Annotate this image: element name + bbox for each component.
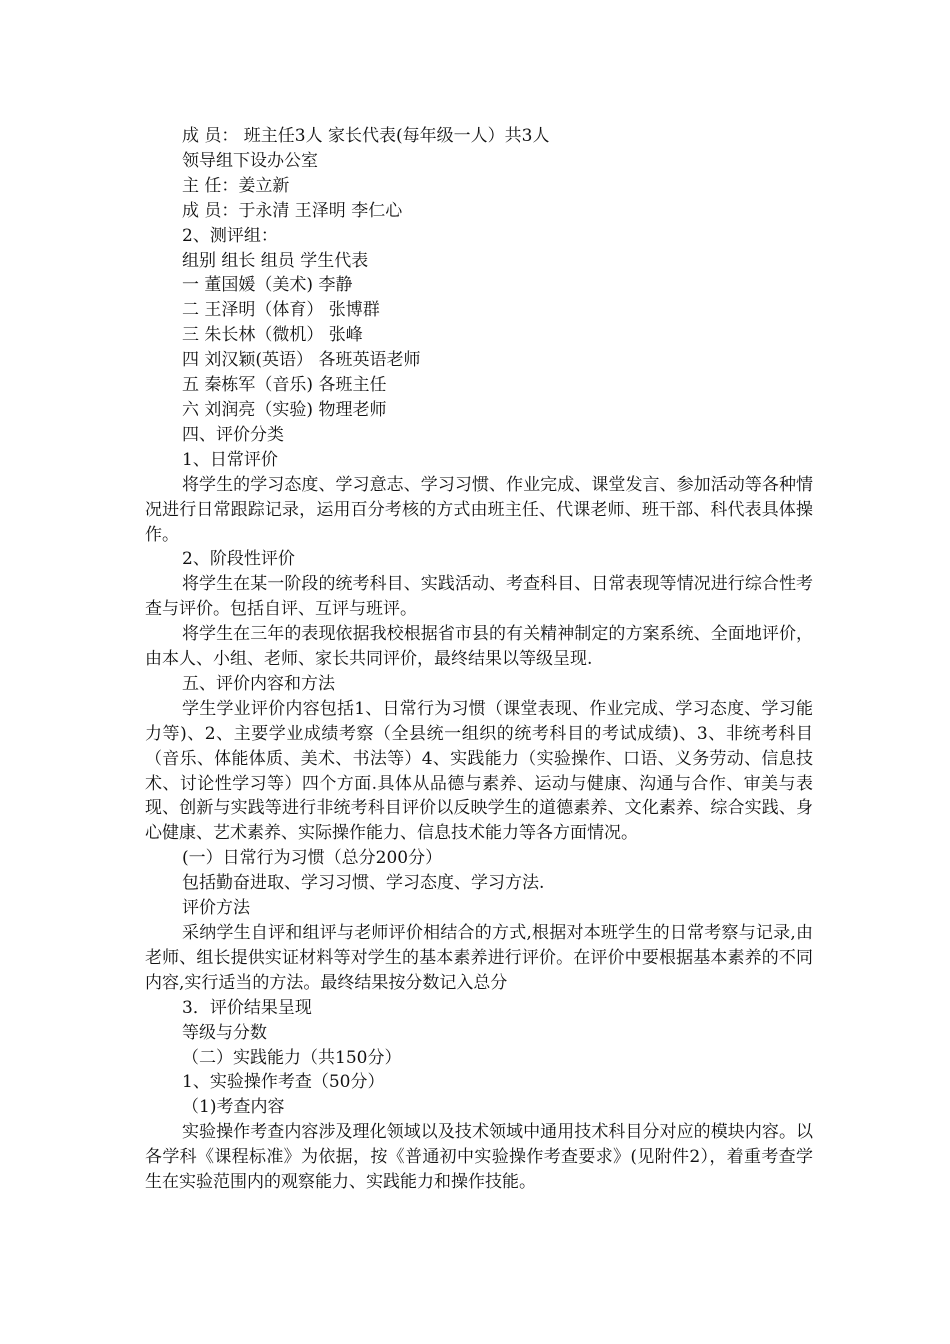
subsection-heading-practice: （二）实践能力（共150分） — [182, 1047, 402, 1068]
document-page — [145, 124, 813, 1195]
subsection-heading-exam-content: （1)考查内容 — [182, 1097, 285, 1118]
subsection-heading-method: 评价方法 — [182, 898, 250, 919]
subsection-heading-experiment: 1、实验操作考查（50分） — [182, 1072, 385, 1093]
group-row: 一 董国媛（美术) 李静 — [182, 275, 353, 296]
paragraph-content-method: 学生学业评价内容包括1、日常行为习惯（课堂表现、作业完成、学习态度、学习能力等)、2、主要学业成绩考察（全县统一组织的统考科目的考试成绩)、3、非统考科目（音乐、体能体质、美术、书法等）4、实践能力（实验操作、口语、义务劳动、信息技术、讨论性学习等）四个方面.具体从品德与素养、运动与健康、沟通与合作、审美与表现、创新与实践等进行非统考科目评价以反映学生的道德素养、文化素养、综合实践、身心健康、艺术素养、实际操作能力、信息技术能力等各方面情况。 — [145, 698, 813, 844]
group-table-header: 组别 组长 组员 学生代表 — [182, 250, 369, 271]
office-members-line: 成 员：于永清 王泽明 李仁心 — [182, 200, 403, 221]
group-row: 五 秦栋军（音乐) 各班主任 — [182, 375, 387, 396]
subsection-heading-daily: 1、日常评价 — [182, 449, 278, 470]
paragraph-method: 采纳学生自评和组评与老师评价相结合的方式,根据对本班学生的日常考察与记录,由老师、组长提供实证材料等对学生的基本素养进行评价。在评价中要根据基本素养的不同内容,实行适当的方法。最终结果按分数记入总分 — [145, 923, 813, 993]
grade-score-line: 等级与分数 — [182, 1022, 267, 1043]
behavior-items-line: 包括勤奋进取、学习习惯、学习态度、学习方法. — [182, 873, 545, 894]
office-director-line: 主 任：姜立新 — [182, 175, 290, 196]
group-row: 六 刘润亮（实验) 物理老师 — [182, 399, 387, 420]
paragraph-daily-evaluation: 将学生的学习态度、学习意志、学习习惯、作业完成、课堂发言、参加活动等各种情况进行日常跟踪记录，运用百分考核的方式由班主任、代课老师、班干部、科代表具体操作。 — [145, 474, 813, 545]
section-heading-evaluation-group: 2、测评组： — [182, 225, 278, 246]
subsection-heading-behavior: (一）日常行为习惯（总分200分） — [182, 848, 443, 869]
group-row: 四 刘汉颖(英语） 各班英语老师 — [182, 350, 421, 371]
subsection-heading-results: 3．评价结果呈现 — [182, 997, 312, 1018]
leadership-members-line: 成 员： 班主任3人 家长代表(每年级一人）共3人 — [182, 126, 550, 146]
paragraph-stage-evaluation: 将学生在某一阶段的统考科目、实践活动、考查科目、日常表现等情况进行综合性考查与评价。包括自评、互评与班评。 — [145, 574, 813, 620]
office-heading: 领导组下设办公室 — [182, 150, 318, 171]
group-row: 三 朱长林（微机） 张峰 — [182, 325, 363, 346]
paragraph-experiment-content: 实验操作考查内容涉及理化领域以及技术领域中通用技术科目分对应的模块内容。以各学科《课程标准》为依据，按《普通初中实验操作考查要求》(见附件2），着重考查学生在实验范围内的观察能力、实践能力和操作技能。 — [145, 1122, 813, 1193]
subsection-heading-stage: 2、阶段性评价 — [182, 549, 295, 570]
group-row: 二 王泽明（体育） 张博群 — [182, 300, 380, 321]
section-heading-classification: 四、评价分类 — [182, 424, 284, 445]
paragraph-three-year-evaluation: 将学生在三年的表现依据我校根据省市县的有关精神制定的方案系统、全面地评价，由本人、小组、老师、家长共同评价，最终结果以等级呈现. — [145, 624, 813, 670]
section-heading-content-method: 五、评价内容和方法 — [182, 673, 335, 694]
